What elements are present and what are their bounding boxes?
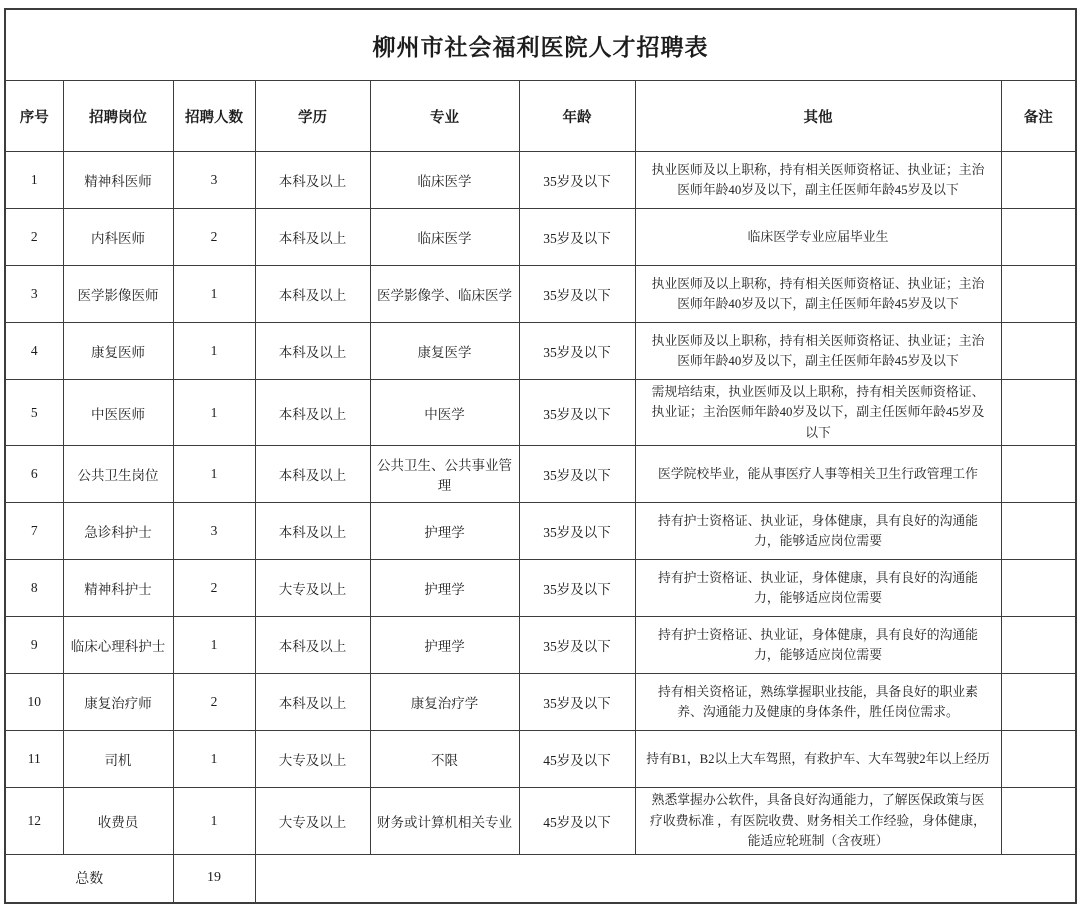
cell-age: 35岁及以下 (519, 266, 635, 323)
table-row (5, 380, 1076, 446)
table-row (5, 152, 1076, 209)
table-row (5, 788, 1076, 854)
cell-education: 本科及以上 (255, 152, 370, 209)
cell-major: 中医学 (370, 380, 519, 446)
cell-no: 9 (5, 617, 63, 674)
cell-position: 精神科医师 (63, 152, 173, 209)
cell-education: 本科及以上 (255, 266, 370, 323)
column-header-remark: 备注 (1001, 81, 1076, 152)
cell-position: 临床心理科护士 (63, 617, 173, 674)
cell-other: 熟悉掌握办公软件，具备良好沟通能力，了解医保政策与医疗收费标准 ，有医院收费、财务相关工作经验，身体健康，能适应轮班制（含夜班） (635, 788, 1001, 854)
header-row (5, 81, 1076, 152)
cell-age: 35岁及以下 (519, 503, 635, 560)
cell-remark (1001, 266, 1076, 323)
cell-education: 本科及以上 (255, 503, 370, 560)
cell-remark (1001, 674, 1076, 731)
cell-remark (1001, 731, 1076, 788)
cell-count: 1 (173, 617, 255, 674)
table-row (5, 674, 1076, 731)
cell-count: 1 (173, 323, 255, 380)
cell-age: 35岁及以下 (519, 152, 635, 209)
table-row (5, 731, 1076, 788)
cell-position: 收费员 (63, 788, 173, 854)
cell-age: 35岁及以下 (519, 380, 635, 446)
cell-remark (1001, 209, 1076, 266)
cell-no: 10 (5, 674, 63, 731)
table-row (5, 617, 1076, 674)
cell-remark (1001, 788, 1076, 854)
cell-position: 内科医师 (63, 209, 173, 266)
total-label: 总数 (5, 854, 173, 903)
cell-education: 大专及以上 (255, 788, 370, 854)
cell-count: 1 (173, 788, 255, 854)
cell-no: 4 (5, 323, 63, 380)
cell-remark (1001, 560, 1076, 617)
cell-major: 护理学 (370, 503, 519, 560)
cell-no: 1 (5, 152, 63, 209)
cell-education: 本科及以上 (255, 323, 370, 380)
cell-other: 临床医学专业应届毕业生 (635, 209, 1001, 266)
cell-no: 7 (5, 503, 63, 560)
cell-other: 持有B1，B2以上大车驾照，有救护车、大车驾驶2年以上经历 (635, 731, 1001, 788)
table-row (5, 560, 1076, 617)
cell-age: 35岁及以下 (519, 446, 635, 503)
cell-age: 35岁及以下 (519, 617, 635, 674)
cell-no: 3 (5, 266, 63, 323)
title-row (5, 9, 1076, 81)
cell-remark (1001, 323, 1076, 380)
cell-other: 持有护士资格证、执业证，身体健康，具有良好的沟通能力，能够适应岗位需要 (635, 503, 1001, 560)
cell-age: 35岁及以下 (519, 323, 635, 380)
cell-education: 本科及以上 (255, 446, 370, 503)
cell-position: 中医医师 (63, 380, 173, 446)
page-title: 柳州市社会福利医院人才招聘表 (5, 9, 1076, 81)
table-row (5, 323, 1076, 380)
cell-position: 司机 (63, 731, 173, 788)
cell-count: 3 (173, 503, 255, 560)
cell-count: 1 (173, 266, 255, 323)
cell-age: 35岁及以下 (519, 674, 635, 731)
cell-major: 康复治疗学 (370, 674, 519, 731)
cell-count: 3 (173, 152, 255, 209)
cell-other: 执业医师及以上职称，持有相关医师资格证、执业证；主治医师年龄40岁及以下，副主任医师年龄45岁及以下 (635, 152, 1001, 209)
cell-position: 急诊科护士 (63, 503, 173, 560)
cell-count: 1 (173, 731, 255, 788)
cell-remark (1001, 446, 1076, 503)
cell-major: 护理学 (370, 560, 519, 617)
cell-no: 6 (5, 446, 63, 503)
cell-major: 不限 (370, 731, 519, 788)
cell-major: 医学影像学、临床医学 (370, 266, 519, 323)
cell-position: 康复治疗师 (63, 674, 173, 731)
cell-other: 持有护士资格证、执业证，身体健康，具有良好的沟通能力，能够适应岗位需要 (635, 560, 1001, 617)
cell-position: 康复医师 (63, 323, 173, 380)
cell-no: 12 (5, 788, 63, 854)
cell-count: 1 (173, 380, 255, 446)
column-header-age: 年龄 (519, 81, 635, 152)
cell-education: 本科及以上 (255, 674, 370, 731)
cell-other: 执业医师及以上职称，持有相关医师资格证、执业证；主治医师年龄40岁及以下，副主任医师年龄45岁及以下 (635, 323, 1001, 380)
total-row (5, 854, 1076, 903)
cell-remark (1001, 617, 1076, 674)
recruitment-table-sheet (4, 8, 1075, 904)
column-header-count: 招聘人数 (173, 81, 255, 152)
cell-age: 45岁及以下 (519, 731, 635, 788)
total-empty-cell (255, 854, 1076, 903)
cell-other: 需规培结束，执业医师及以上职称，持有相关医师资格证、执业证；主治医师年龄40岁及以下，副主任医师年龄45岁及以下 (635, 380, 1001, 446)
cell-count: 2 (173, 560, 255, 617)
column-header-other: 其他 (635, 81, 1001, 152)
column-header-education: 学历 (255, 81, 370, 152)
cell-education: 本科及以上 (255, 617, 370, 674)
cell-other: 持有相关资格证，熟练掌握职业技能，具备良好的职业素养、沟通能力及健康的身体条件，胜任岗位需求。 (635, 674, 1001, 731)
cell-no: 2 (5, 209, 63, 266)
cell-remark (1001, 380, 1076, 446)
cell-count: 2 (173, 674, 255, 731)
table-row (5, 503, 1076, 560)
column-header-no: 序号 (5, 81, 63, 152)
table-row (5, 266, 1076, 323)
cell-no: 8 (5, 560, 63, 617)
cell-major: 财务或计算机相关专业 (370, 788, 519, 854)
cell-major: 临床医学 (370, 209, 519, 266)
cell-education: 大专及以上 (255, 560, 370, 617)
cell-age: 45岁及以下 (519, 788, 635, 854)
cell-major: 护理学 (370, 617, 519, 674)
cell-education: 大专及以上 (255, 731, 370, 788)
recruitment-table (4, 8, 1077, 904)
column-header-major: 专业 (370, 81, 519, 152)
cell-remark (1001, 152, 1076, 209)
cell-no: 11 (5, 731, 63, 788)
cell-other: 医学院校毕业，能从事医疗人事等相关卫生行政管理工作 (635, 446, 1001, 503)
cell-major: 康复医学 (370, 323, 519, 380)
cell-major: 公共卫生、公共事业管理 (370, 446, 519, 503)
cell-remark (1001, 503, 1076, 560)
table-row (5, 209, 1076, 266)
cell-count: 2 (173, 209, 255, 266)
cell-position: 精神科护士 (63, 560, 173, 617)
cell-position: 医学影像医师 (63, 266, 173, 323)
table-row (5, 446, 1076, 503)
cell-no: 5 (5, 380, 63, 446)
cell-age: 35岁及以下 (519, 560, 635, 617)
cell-age: 35岁及以下 (519, 209, 635, 266)
cell-other: 执业医师及以上职称，持有相关医师资格证、执业证；主治医师年龄40岁及以下，副主任医师年龄45岁及以下 (635, 266, 1001, 323)
cell-other: 持有护士资格证、执业证，身体健康，具有良好的沟通能力，能够适应岗位需要 (635, 617, 1001, 674)
column-header-position: 招聘岗位 (63, 81, 173, 152)
cell-education: 本科及以上 (255, 380, 370, 446)
cell-position: 公共卫生岗位 (63, 446, 173, 503)
cell-major: 临床医学 (370, 152, 519, 209)
cell-count: 1 (173, 446, 255, 503)
cell-education: 本科及以上 (255, 209, 370, 266)
total-count: 19 (173, 854, 255, 903)
